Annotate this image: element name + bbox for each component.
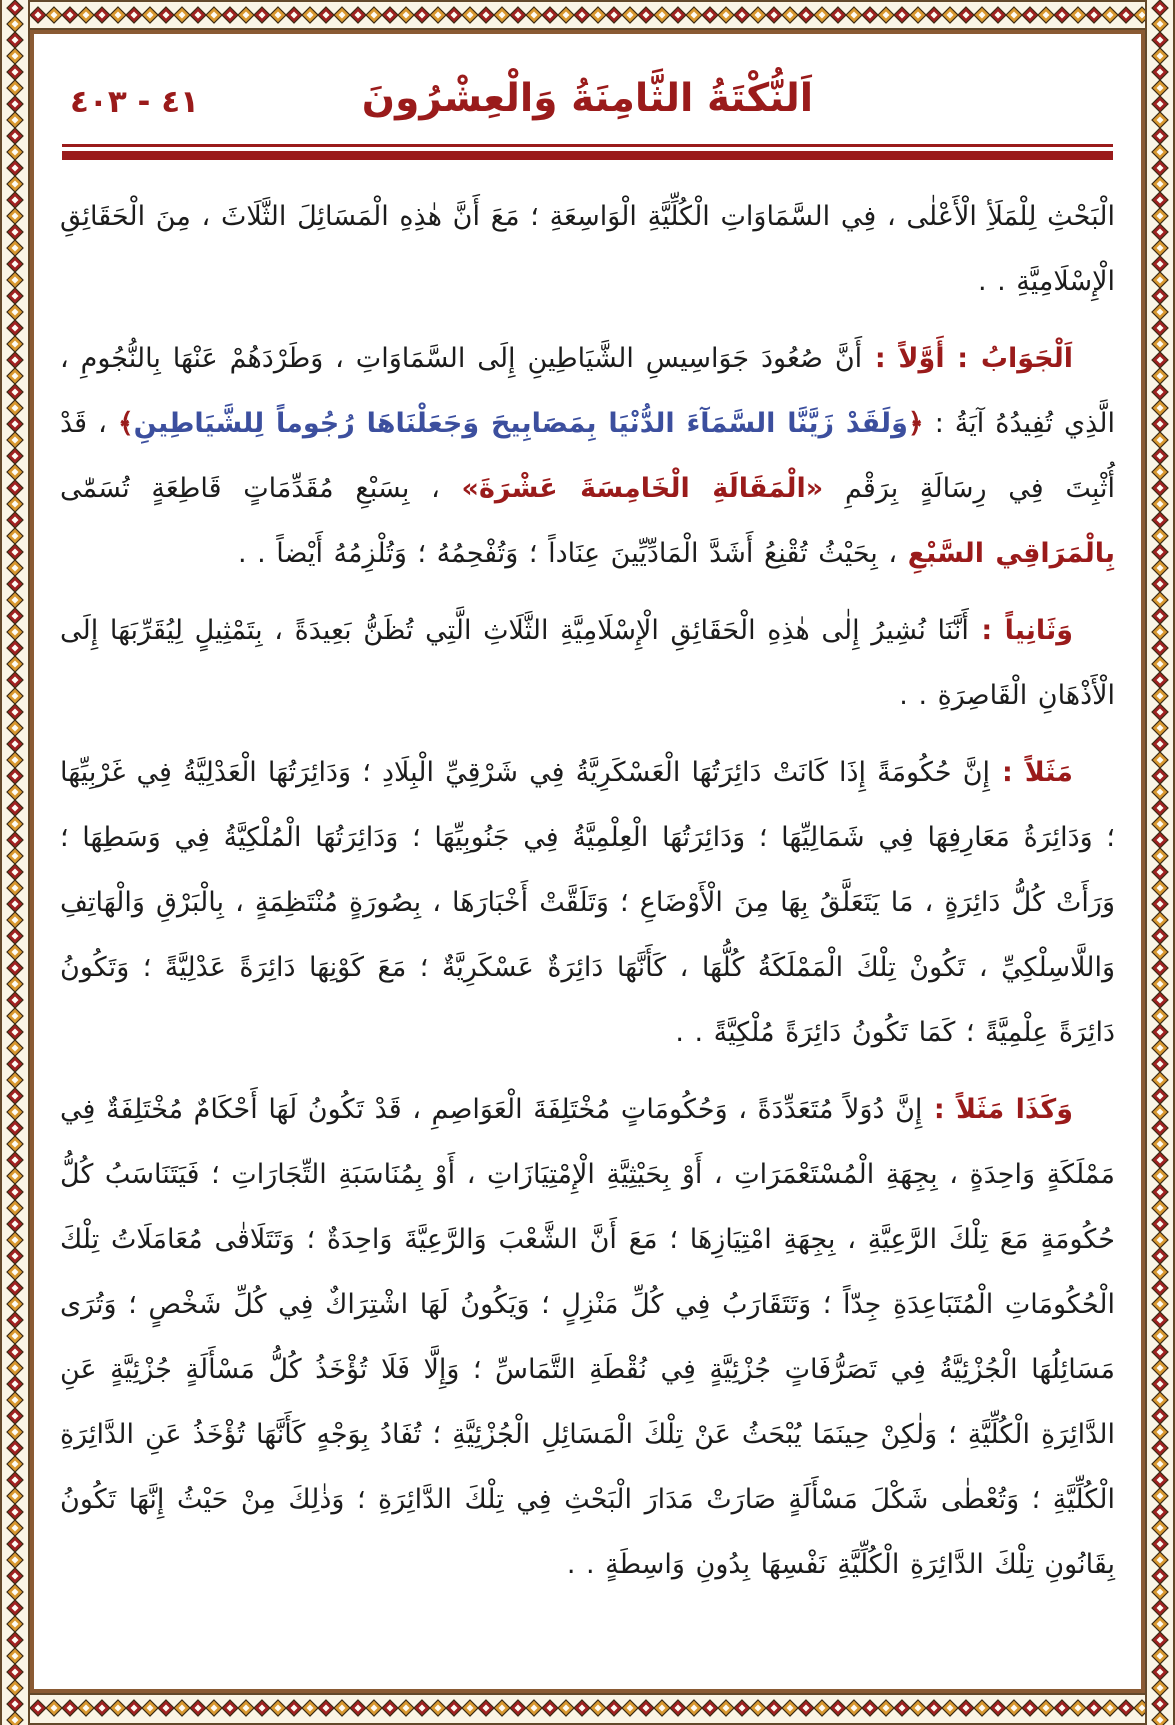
quran-close-ornament: ﴾ xyxy=(117,408,134,439)
secondly-label: وَثَانِياً : xyxy=(968,615,1073,646)
quran-verse: وَلَقَدْ زَيَّنَّا السَّمَآءَ الدُّنْيَا بِمَصَابِيحَ وَجَعَلْنَاهَا رُجُوماً لِلشَّيَاطِينِ xyxy=(133,408,908,439)
treatise-name: «الْمَقَالَةِ الْخَامِسَةَ عَشْرَةَ» xyxy=(461,473,824,504)
example-label: مَثَلاً : xyxy=(990,757,1073,788)
page-header xyxy=(60,58,1115,140)
quran-open-ornament: ﴿ xyxy=(907,408,924,439)
text-segment: ، بِحَيْثُ تُقْنِعُ أَشَدَّ الْمَادِّيِّينَ عِنَاداً ؛ وَتُفْحِمُهُ ؛ وَتُلْزِمُهُ أَيْضاً . . xyxy=(237,538,908,569)
paragraph xyxy=(60,740,1115,1065)
paragraph xyxy=(60,598,1115,728)
header-rule xyxy=(62,144,1113,160)
likewise-example-label: وَكَذَا مَثَلاً : xyxy=(922,1094,1073,1125)
text-segment: ، بِسَبْعِ مُقَدِّمَاتٍ قَاطِعَةٍ تُسَمّٰى xyxy=(60,473,462,504)
text-segment: إِنَّ حُكُومَةً إِذَا كَانَتْ دَائِرَتُهَا الْعَسْكَرِيَّةُ فِي شَرْقِيِّ الْبِلَادِ ؛ وَدَائِرَتُهَا الْعَدْلِيَّةُ فِي غَرْبِيِّهَا ؛ وَدَائِرَةُ مَعَارِفِهَا فِي شَمَالِيِّهَا ؛ وَدَائِرَتُهَا الْعِلْمِيَّةُ فِي جَنُوبِيِّهَا ؛ وَدَائِرَتُهَا الْمُلْكِيَّةُ فِي وَسَطِهَا ؛ وَرَأَتْ كُلُّ دَائِرَةٍ ، مَا يَتَعَلَّقُ بِهَا مِنَ الْأَوْضَاعِ ؛ وَتَلَقَّتْ أَخْبَارَهَا ، بِصُورَةٍ مُنْتَظِمَةٍ ، بِالْبَرْقِ وَالْهَاتِفِ وَاللَّاسِلْكِيِّ ، تَكُونْ تِلْكَ الْمَمْلَكَةُ كُلُّهَا ، كَأَنَّهَا دَائِرَةٌ عَسْكَرِيَّةٌ ؛ مَعَ كَوْنِهَا دَائِرَةً عَدْلِيَّةً ؛ وَتَكُونُ دَائِرَةً عِلْمِيَّةً ؛ كَمَا تَكُونُ دَائِرَةً مُلْكِيَّةً . . xyxy=(60,757,1115,1048)
text-segment: ، قَدْ أُثْبِتَ فِي رِسَالَةٍ بِرَقْمِ xyxy=(60,408,1115,504)
ornamental-border-right xyxy=(1145,0,1175,1725)
header-rule-thick xyxy=(62,151,1113,160)
answer-label: اَلْجَوَابُ : أَوَّلاً : xyxy=(862,343,1073,374)
ornamental-border-top xyxy=(30,0,1145,30)
page-number: ٤١ - ٤٠٣ xyxy=(70,84,200,120)
ornamental-border-left xyxy=(0,0,30,1725)
continuation-text: الْبَحْثِ لِلْمَلَأِ الْأَعْلٰى ، فِي السَّمَاوَاتِ الْكُلِّيَّةِ الْوَاسِعَةِ ؛ مَعَ أَنَّ هٰذِهِ الْمَسَائِلَ الثَّلَاثَ ، مِنَ الْحَقَائِقِ الْإِسْلَامِيَّةِ . . xyxy=(60,201,1115,297)
text-segment: أَنَّنَا نُشِيرُ إِلٰى هٰذِهِ الْحَقَائِقِ الْإِسْلَامِيَّةِ الثَّلَاثِ الَّتِي تُظَنُّ بَعِيدَةً ، بِتَمْثِيلٍ لِيُقَرِّبَهَا إِلَى الْأَذْهَانِ الْقَاصِرَةِ . . xyxy=(60,615,1115,711)
ornamental-border-bottom xyxy=(30,1693,1145,1725)
text-segment: أَنَّ صُعُودَ جَوَاسِيسِ الشَّيَاطِينِ إِلَى السَّمَاوَاتِ ، وَطَرْدَهُمْ عَنْهَا بِالنُّجُومِ ، الَّذِي تُفِيدُهُ آيَةُ : xyxy=(60,343,1115,439)
inner-frame xyxy=(30,30,1145,1693)
text-segment: إِنَّ دُوَلاً مُتَعَدِّدَةً ، وَحُكُومَاتٍ مُخْتَلِفَةَ الْعَوَاصِمِ ، قَدْ تَكُونُ لَهَا أَحْكَامٌ مُخْتَلِفَةٌ فِي مَمْلَكَةٍ وَاحِدَةٍ ، بِجِهَةِ الْمُسْتَعْمَرَاتِ ، أَوْ بِحَيْثِيَّةِ الْإِمْتِيَازَاتِ ، أَوْ بِمُنَاسَبَةِ التِّجَارَاتِ ؛ فَيَتَنَاسَبُ كُلُّ حُكُومَةٍ مَعَ تِلْكَ الرَّعِيَّةِ ، بِجِهَةِ امْتِيَازِهَا ؛ مَعَ أَنَّ الشَّعْبَ وَالرَّعِيَّةَ وَاحِدَةٌ ؛ وَتَتَلَاقٰى مُعَامَلَاتُ تِلْكَ الْحُكُومَاتِ الْمُتَبَاعِدَةِ جِدّاً ؛ وَتَتَقَارَبُ فِي كُلِّ مَنْزِلٍ ؛ وَيَكُونُ لَهَا اشْتِرَاكٌ فِي كُلِّ شَخْصٍ ؛ وَتُرَى مَسَائِلُهَا الْجُزْئِيَّةُ فِي تَصَرُّفَاتٍ جُزْئِيَّةٍ فِي نُقْطَةِ التَّمَاسِّ ؛ وَإِلَّا فَلَا تُؤْخَذُ كُلُّ مَسْأَلَةٍ جُزْئِيَّةٍ عَنِ الدَّائِرَةِ الْكُلِّيَّةِ ؛ وَلٰكِنْ حِينَمَا يُبْحَثُ عَنْ تِلْكَ الْمَسَائِلِ الْجُزْئِيَّةِ ؛ تُفَادُ بِوَجْهٍ كَأَنَّهَا تُؤْخَذُ عَنِ الدَّائِرَةِ الْكُلِّيَّةِ ؛ وَتُعْطٰى شَكْلَ مَسْأَلَةٍ صَارَتْ مَدَارَ الْبَحْثِ فِي تِلْكَ الدَّائِرَةِ ؛ وَذٰلِكَ مِنْ حَيْثُ إِنَّهَا تَكُونُ بِقَانُونِ تِلْكَ الدَّائِرَةِ الْكُلِّيَّةِ نَفْسِهَا بِدُونِ وَاسِطَةٍ . . xyxy=(60,1094,1115,1580)
seven-stairways-name: بِالْمَرَاقِي السَّبْعِ xyxy=(907,538,1115,569)
paragraph xyxy=(60,184,1115,314)
paragraph xyxy=(60,1077,1115,1597)
body-paragraphs xyxy=(60,184,1115,1597)
page-title: اَلنُّكْتَةُ الثَّامِنَةُ وَالْعِشْرُونَ xyxy=(361,76,814,121)
paragraph xyxy=(60,326,1115,586)
